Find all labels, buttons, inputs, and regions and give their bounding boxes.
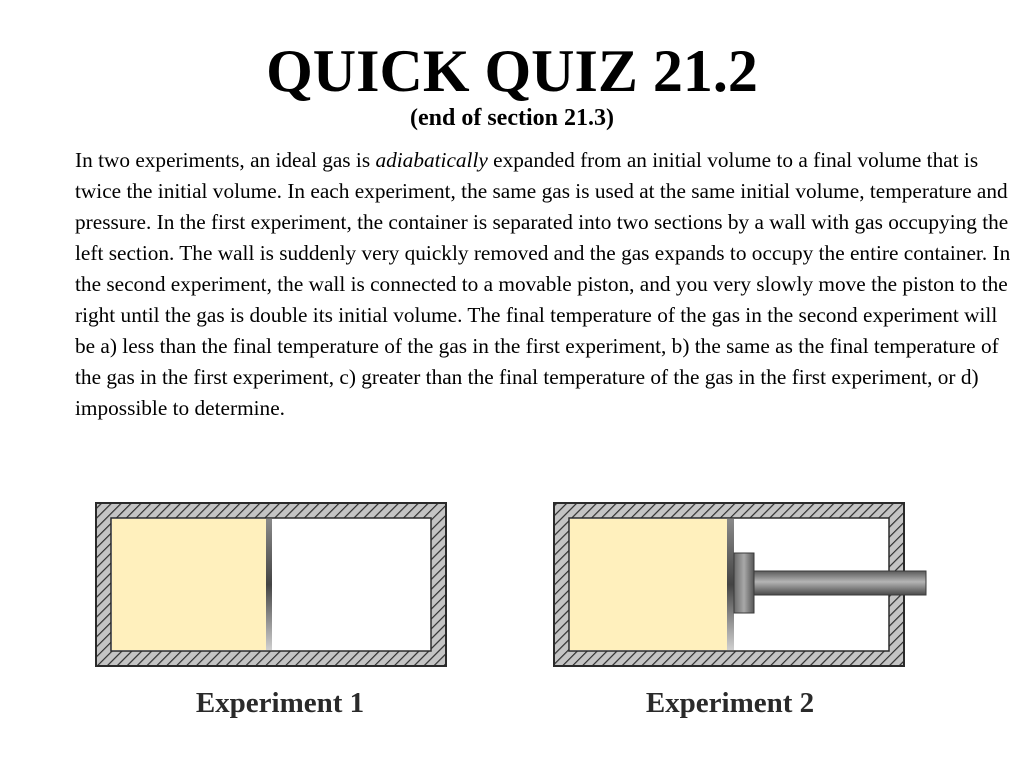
experiment-1-label: Experiment 1 bbox=[195, 687, 365, 719]
question-text-part1: In two experiments, an ideal gas is bbox=[75, 148, 376, 172]
experiments-diagram bbox=[0, 495, 1024, 735]
experiment-2-piston-wall bbox=[727, 519, 734, 650]
experiment-1-gas bbox=[112, 519, 267, 650]
experiment-2-piston-rod bbox=[754, 571, 926, 595]
experiment-2-piston-head bbox=[734, 553, 754, 613]
experiment-1-wall bbox=[266, 519, 272, 650]
experiment-2-label: Experiment 2 bbox=[645, 687, 815, 719]
question-text-part2: expanded from an initial volume to a final volume that is twice the initial volume. In each experiment, the same gas is used at the same initial volume, temperature and pressure. In the first experiment, the container is separated into two sections by a wall with gas occupying the left section. The wall is suddenly very quickly removed and the gas expands to occupy the entire container. In the second experiment, the wall is connected to a movable piston, and you very slowly move the piston to the right until the gas is double its initial volume. The final temperature of the gas in the second experiment will be a) less than the final temperature of the gas in the first experiment, b) the same as the final temperature of the gas in the first experiment, c) greater than the final temperature of the gas in the first experiment, or d) impossible to determine. bbox=[75, 148, 1011, 420]
slide-title: QUICK QUIZ 21.2 bbox=[266, 38, 758, 104]
experiment-1-container bbox=[96, 503, 446, 666]
question-text-emphasis: adiabatically bbox=[375, 148, 488, 172]
slide-subtitle: (end of section 21.3) bbox=[410, 105, 614, 131]
experiment-2-container bbox=[554, 503, 926, 666]
quiz-question-text bbox=[75, 145, 1015, 424]
experiment-2-gas bbox=[570, 519, 728, 650]
